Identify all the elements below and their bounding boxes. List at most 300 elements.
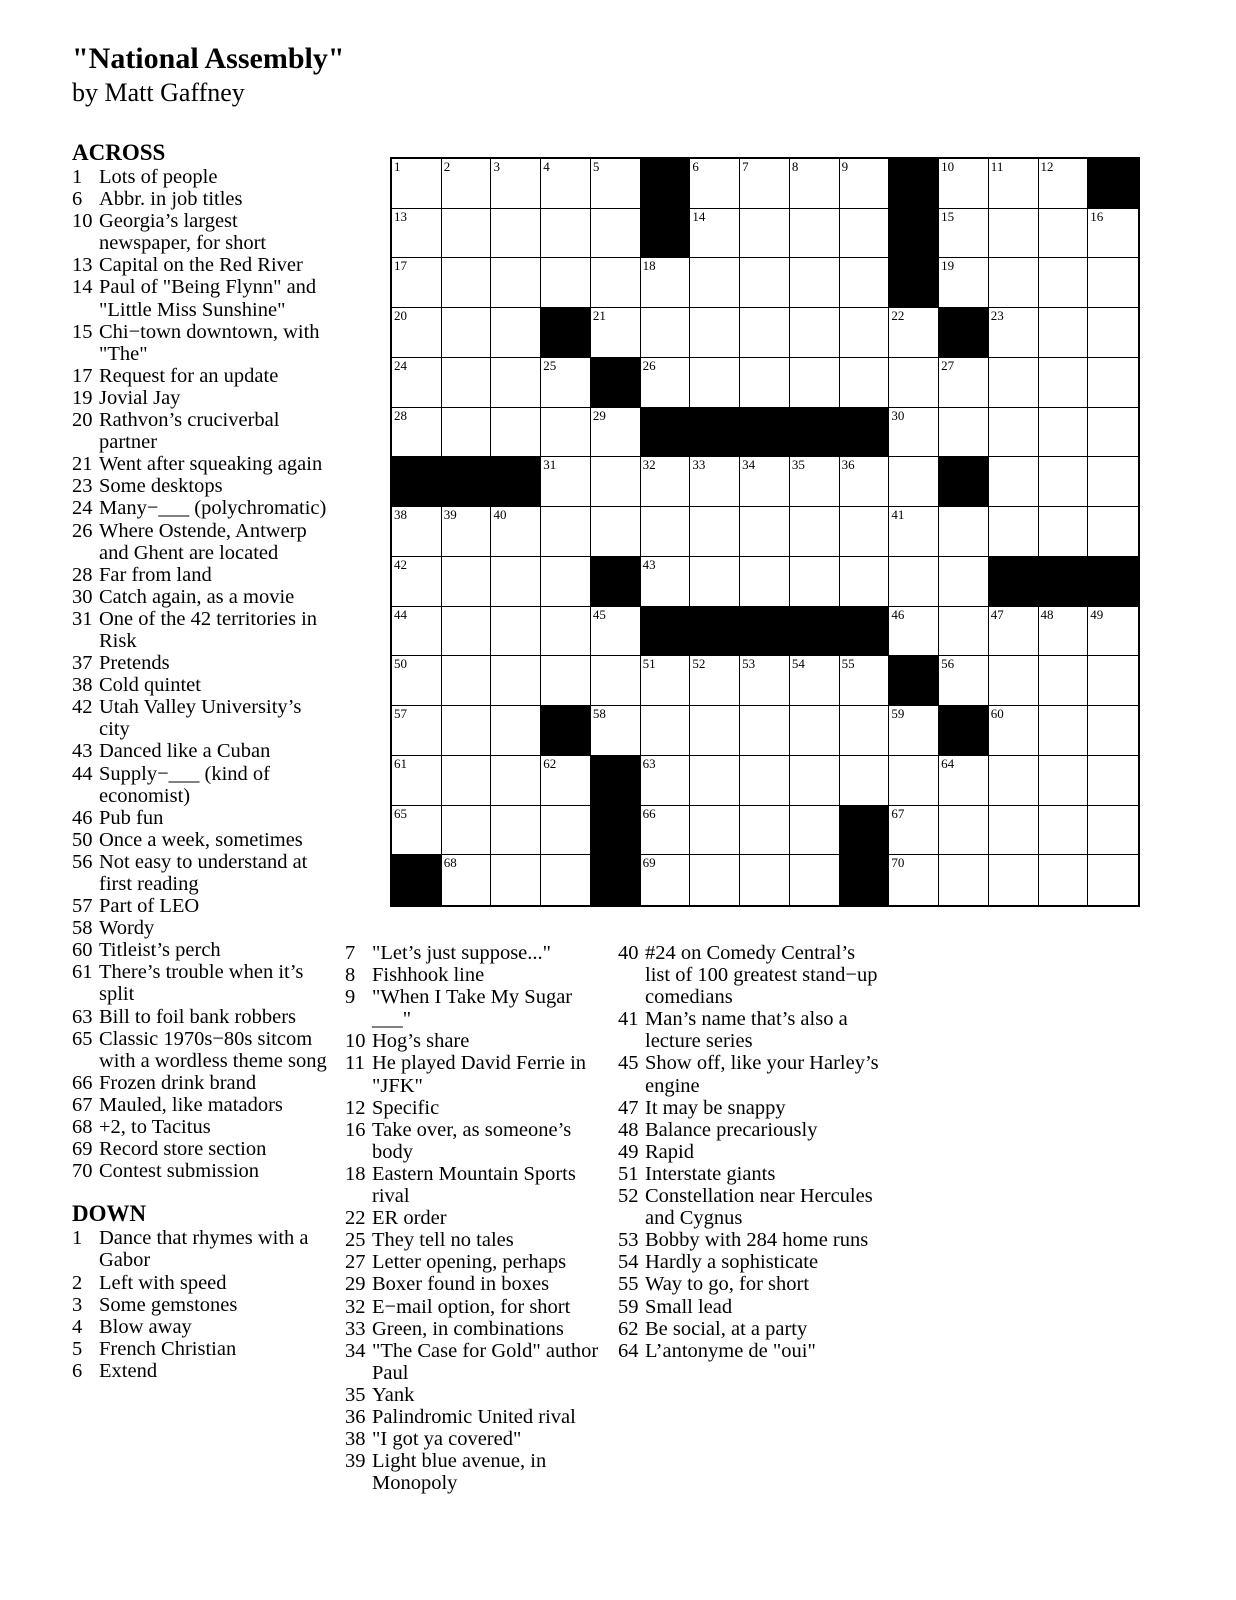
cell-number: 16 <box>1090 208 1104 224</box>
clue-number: 45 <box>618 1052 639 1075</box>
down-clue-4 <box>72 1316 334 1338</box>
grid-cell[interactable] <box>790 209 840 259</box>
grid-cell[interactable] <box>939 557 989 607</box>
grid-cell[interactable] <box>939 507 989 557</box>
grid-cell[interactable] <box>541 806 591 856</box>
grid-cell[interactable] <box>1039 308 1089 358</box>
cell-number: 67 <box>891 805 905 821</box>
grid-cell[interactable] <box>840 358 890 408</box>
grid-cell[interactable] <box>1088 607 1138 657</box>
grid-cell[interactable] <box>840 209 890 259</box>
grid-cell[interactable] <box>641 706 691 756</box>
grid-cell[interactable] <box>392 806 442 856</box>
black-square <box>690 607 740 657</box>
grid-cell[interactable] <box>740 806 790 856</box>
grid-cell[interactable] <box>690 656 740 706</box>
grid-cell[interactable] <box>939 607 989 657</box>
clue-text: Blow away <box>99 1315 192 1338</box>
grid-cell[interactable] <box>690 806 740 856</box>
grid-cell[interactable] <box>790 507 840 557</box>
grid-cell[interactable] <box>1039 706 1089 756</box>
grid-cell[interactable] <box>442 258 492 308</box>
grid-cell[interactable] <box>392 607 442 657</box>
grid-cell[interactable] <box>491 159 541 209</box>
cell-number: 41 <box>891 507 905 523</box>
grid-cell[interactable] <box>491 756 541 806</box>
grid-cell[interactable] <box>939 806 989 856</box>
grid-cell[interactable] <box>989 855 1039 905</box>
grid-cell[interactable] <box>541 507 591 557</box>
grid-cell[interactable] <box>392 159 442 209</box>
grid-cell[interactable] <box>1039 358 1089 408</box>
grid-cell[interactable] <box>889 706 939 756</box>
clue-number: 3 <box>72 1293 83 1316</box>
black-square <box>939 457 989 507</box>
black-square <box>840 408 890 458</box>
down-clue-6 <box>72 1360 334 1382</box>
down-clue-3 <box>72 1294 334 1316</box>
grid-cell[interactable] <box>641 258 691 308</box>
grid-cell[interactable] <box>889 358 939 408</box>
grid-cell[interactable] <box>591 209 641 259</box>
clue-text: Many−___ (polychromatic) <box>99 497 327 520</box>
grid-cell[interactable] <box>1039 756 1089 806</box>
clue-text: Palindromic United rival <box>372 1405 576 1428</box>
grid-cell[interactable] <box>641 806 691 856</box>
grid-cell[interactable] <box>442 706 492 756</box>
grid-cell[interactable] <box>690 258 740 308</box>
across-clue-31 <box>72 608 334 652</box>
grid-cell[interactable] <box>840 258 890 308</box>
clue-number: 10 <box>345 1030 366 1053</box>
grid-cell[interactable] <box>1088 756 1138 806</box>
across-clue-20 <box>72 409 334 453</box>
clue-text: Take over, as someone’s body <box>372 1118 572 1163</box>
grid-cell[interactable] <box>740 557 790 607</box>
grid-cell[interactable] <box>1039 507 1089 557</box>
down-clue-list-continued <box>618 942 880 1362</box>
black-square <box>889 258 939 308</box>
grid-cell[interactable] <box>392 358 442 408</box>
cell-number: 64 <box>941 755 955 771</box>
clue-text: Classic 1970s−80s sitcom with a wordless theme song <box>99 1027 327 1072</box>
grid-cell[interactable] <box>989 457 1039 507</box>
grid-cell[interactable] <box>939 656 989 706</box>
grid-cell[interactable] <box>1039 656 1089 706</box>
clue-number: 26 <box>72 519 93 542</box>
cell-number: 54 <box>791 656 805 672</box>
grid-cell[interactable] <box>740 209 790 259</box>
grid-cell[interactable] <box>889 806 939 856</box>
grid-cell[interactable] <box>392 557 442 607</box>
grid-cell[interactable] <box>740 756 790 806</box>
clue-number: 55 <box>618 1273 639 1296</box>
across-clue-37 <box>72 652 334 674</box>
grid-cell[interactable] <box>442 308 492 358</box>
grid-cell[interactable] <box>392 706 442 756</box>
cell-number: 5 <box>592 159 600 174</box>
down-clue-5 <box>72 1338 334 1360</box>
clue-number: 63 <box>72 1005 93 1028</box>
cell-number: 29 <box>592 407 606 423</box>
grid-cell[interactable] <box>989 159 1039 209</box>
grid-cell[interactable] <box>790 159 840 209</box>
grid-cell[interactable] <box>1088 308 1138 358</box>
grid-cell[interactable] <box>591 308 641 358</box>
clue-number: 27 <box>345 1251 366 1274</box>
grid-cell[interactable] <box>1039 457 1089 507</box>
black-square <box>392 457 442 507</box>
grid-cell[interactable] <box>690 159 740 209</box>
grid-cell[interactable] <box>840 308 890 358</box>
grid-cell[interactable] <box>541 258 591 308</box>
across-clue-21 <box>72 453 334 475</box>
grid-cell[interactable] <box>790 358 840 408</box>
grid-cell[interactable] <box>591 706 641 756</box>
clue-number: 53 <box>618 1229 639 1252</box>
grid-cell[interactable] <box>740 159 790 209</box>
grid-cell[interactable] <box>1088 855 1138 905</box>
black-square <box>889 159 939 209</box>
clue-number: 57 <box>72 895 93 918</box>
grid-cell[interactable] <box>690 308 740 358</box>
grid-cell[interactable] <box>939 358 989 408</box>
grid-cell[interactable] <box>591 258 641 308</box>
grid-cell[interactable] <box>889 855 939 905</box>
grid-cell[interactable] <box>1039 408 1089 458</box>
grid-cell[interactable] <box>1039 258 1089 308</box>
grid-cell[interactable] <box>1088 507 1138 557</box>
clue-text: Green, in combinations <box>372 1317 564 1340</box>
grid-cell[interactable] <box>939 408 989 458</box>
clue-number: 56 <box>72 850 93 873</box>
clue-text: Bill to foil bank robbers <box>99 1005 297 1028</box>
black-square <box>442 457 492 507</box>
across-clue-38 <box>72 674 334 696</box>
cell-number: 10 <box>941 159 955 174</box>
cell-number: 27 <box>941 357 955 373</box>
clue-number: 35 <box>345 1383 366 1406</box>
grid-cell[interactable] <box>790 756 840 806</box>
grid-cell[interactable] <box>690 557 740 607</box>
grid-cell[interactable] <box>641 557 691 607</box>
down-clue-25 <box>345 1229 607 1251</box>
cell-number: 11 <box>990 159 1004 174</box>
grid-cell[interactable] <box>541 656 591 706</box>
clue-text: Small lead <box>645 1295 733 1318</box>
clue-column-1 <box>72 139 334 1382</box>
grid-cell[interactable] <box>989 806 1039 856</box>
grid-cell[interactable] <box>889 507 939 557</box>
grid-cell[interactable] <box>491 656 541 706</box>
grid-cell[interactable] <box>591 408 641 458</box>
across-clue-63 <box>72 1006 334 1028</box>
down-clue-39 <box>345 1450 607 1494</box>
grid-cell[interactable] <box>939 209 989 259</box>
grid-cell[interactable] <box>740 358 790 408</box>
grid-cell[interactable] <box>790 308 840 358</box>
grid-cell[interactable] <box>442 557 492 607</box>
grid-cell[interactable] <box>1088 358 1138 408</box>
clue-number: 20 <box>72 409 93 432</box>
grid-cell[interactable] <box>889 308 939 358</box>
grid-cell[interactable] <box>1088 656 1138 706</box>
grid-cell[interactable] <box>541 408 591 458</box>
clue-number: 44 <box>72 762 93 785</box>
grid-cell[interactable] <box>939 756 989 806</box>
clue-text: Contest submission <box>99 1160 260 1183</box>
clue-number: 17 <box>72 364 93 387</box>
grid-cell[interactable] <box>491 607 541 657</box>
grid-cell[interactable] <box>740 507 790 557</box>
clue-number: 10 <box>72 210 93 233</box>
black-square <box>641 408 691 458</box>
grid-cell[interactable] <box>690 358 740 408</box>
grid-cell[interactable] <box>740 457 790 507</box>
grid-cell[interactable] <box>392 507 442 557</box>
clue-text: Mauled, like matadors <box>99 1093 283 1116</box>
grid-cell[interactable] <box>392 258 442 308</box>
grid-cell[interactable] <box>442 756 492 806</box>
grid-cell[interactable] <box>442 408 492 458</box>
down-clue-32 <box>345 1296 607 1318</box>
grid-cell[interactable] <box>790 706 840 756</box>
grid-cell[interactable] <box>392 756 442 806</box>
grid-cell[interactable] <box>591 656 641 706</box>
grid-cell[interactable] <box>491 358 541 408</box>
grid-cell[interactable] <box>1039 855 1089 905</box>
across-clue-14 <box>72 276 334 320</box>
clue-text: Record store section <box>99 1138 267 1161</box>
across-clue-69 <box>72 1138 334 1160</box>
grid-cell[interactable] <box>989 408 1039 458</box>
grid-cell[interactable] <box>989 656 1039 706</box>
cell-number: 57 <box>394 706 407 722</box>
grid-cell[interactable] <box>740 855 790 905</box>
grid-cell[interactable] <box>889 607 939 657</box>
grid-cell[interactable] <box>989 507 1039 557</box>
black-square <box>1039 557 1089 607</box>
grid-cell[interactable] <box>1039 159 1089 209</box>
clue-text: They tell no tales <box>372 1229 514 1252</box>
cell-number: 47 <box>990 606 1004 622</box>
grid-cell[interactable] <box>889 408 939 458</box>
grid-cell[interactable] <box>392 408 442 458</box>
grid-cell[interactable] <box>840 457 890 507</box>
grid-cell[interactable] <box>442 607 492 657</box>
cell-number: 17 <box>394 258 407 274</box>
grid-cell[interactable] <box>790 258 840 308</box>
clue-number: 1 <box>72 1227 83 1250</box>
grid-cell[interactable] <box>939 258 989 308</box>
grid-cell[interactable] <box>1088 806 1138 856</box>
clue-number: 60 <box>72 939 93 962</box>
grid-cell[interactable] <box>840 706 890 756</box>
grid-cell[interactable] <box>740 258 790 308</box>
grid-cell[interactable] <box>392 209 442 259</box>
down-clue-36 <box>345 1406 607 1428</box>
grid-cell[interactable] <box>641 358 691 408</box>
cell-number: 36 <box>841 457 855 473</box>
grid-cell[interactable] <box>989 308 1039 358</box>
grid-cell[interactable] <box>491 209 541 259</box>
grid-cell[interactable] <box>790 855 840 905</box>
clue-number: 14 <box>72 276 93 299</box>
grid-cell[interactable] <box>491 507 541 557</box>
grid-cell[interactable] <box>641 507 691 557</box>
grid-cell[interactable] <box>491 855 541 905</box>
across-clue-58 <box>72 917 334 939</box>
grid-cell[interactable] <box>740 308 790 358</box>
clue-text: Capital on the Red River <box>99 254 303 277</box>
grid-cell[interactable] <box>989 756 1039 806</box>
clue-text: Some desktops <box>99 475 223 498</box>
grid-cell[interactable] <box>889 756 939 806</box>
clue-text: Constellation near Hercules and Cygnus <box>645 1185 873 1230</box>
grid-cell[interactable] <box>442 358 492 408</box>
clue-number: 22 <box>345 1207 366 1230</box>
grid-cell[interactable] <box>641 656 691 706</box>
grid-cell[interactable] <box>541 457 591 507</box>
cell-number: 55 <box>841 656 855 672</box>
clue-text: Went after squeaking again <box>99 453 323 476</box>
grid-cell[interactable] <box>690 507 740 557</box>
black-square <box>591 756 641 806</box>
grid-cell[interactable] <box>541 557 591 607</box>
down-clue-41 <box>618 1008 880 1052</box>
cell-number: 33 <box>692 457 706 473</box>
clue-text: Letter opening, perhaps <box>372 1251 567 1274</box>
grid-cell[interactable] <box>442 855 492 905</box>
black-square <box>1088 557 1138 607</box>
grid-cell[interactable] <box>1088 209 1138 259</box>
clue-text: Pretends <box>99 652 170 675</box>
grid-cell[interactable] <box>690 756 740 806</box>
grid-cell[interactable] <box>541 756 591 806</box>
cell-number: 32 <box>642 457 656 473</box>
grid-cell[interactable] <box>442 507 492 557</box>
grid-cell[interactable] <box>442 806 492 856</box>
black-square <box>541 706 591 756</box>
grid-cell[interactable] <box>1088 706 1138 756</box>
grid-cell[interactable] <box>690 706 740 756</box>
clue-text: Eastern Mountain Sports rival <box>372 1162 576 1208</box>
cell-number: 48 <box>1040 606 1054 622</box>
grid-cell[interactable] <box>740 706 790 756</box>
grid-cell[interactable] <box>790 806 840 856</box>
grid-cell[interactable] <box>491 806 541 856</box>
clue-text: Part of LEO <box>99 895 200 918</box>
grid-cell[interactable] <box>641 756 691 806</box>
down-clue-11 <box>345 1052 607 1096</box>
black-square <box>591 855 641 905</box>
grid-cell[interactable] <box>442 209 492 259</box>
grid-cell[interactable] <box>690 457 740 507</box>
grid-cell[interactable] <box>541 159 591 209</box>
grid-cell[interactable] <box>1088 258 1138 308</box>
grid-cell[interactable] <box>989 209 1039 259</box>
grid-cell[interactable] <box>939 159 989 209</box>
grid-cell[interactable] <box>790 656 840 706</box>
cell-number: 13 <box>394 208 407 224</box>
clue-number: 51 <box>618 1162 639 1185</box>
grid-cell[interactable] <box>491 557 541 607</box>
clue-text: Paul of "Being Flynn" and "Little Miss Sunshine" <box>99 276 317 321</box>
grid-cell[interactable] <box>1088 457 1138 507</box>
grid-cell[interactable] <box>840 656 890 706</box>
grid-cell[interactable] <box>790 457 840 507</box>
grid-cell[interactable] <box>491 308 541 358</box>
clue-number: 64 <box>618 1339 639 1362</box>
clue-number: 66 <box>72 1071 93 1094</box>
across-clue-57 <box>72 895 334 917</box>
grid-cell[interactable] <box>989 358 1039 408</box>
grid-cell[interactable] <box>491 408 541 458</box>
grid-cell[interactable] <box>392 308 442 358</box>
grid-cell[interactable] <box>939 855 989 905</box>
cell-number: 3 <box>493 159 500 174</box>
grid-cell[interactable] <box>491 706 541 756</box>
down-clue-64 <box>618 1340 880 1362</box>
grid-cell[interactable] <box>591 457 641 507</box>
grid-cell[interactable] <box>641 855 691 905</box>
grid-cell[interactable] <box>989 706 1039 756</box>
grid-cell[interactable] <box>442 656 492 706</box>
grid-cell[interactable] <box>1039 806 1089 856</box>
grid-cell[interactable] <box>591 159 641 209</box>
grid-cell[interactable] <box>989 607 1039 657</box>
clue-number: 6 <box>72 1359 83 1382</box>
across-clue-70 <box>72 1160 334 1182</box>
grid-cell[interactable] <box>541 209 591 259</box>
grid-cell[interactable] <box>541 358 591 408</box>
grid-cell[interactable] <box>840 557 890 607</box>
across-clue-67 <box>72 1094 334 1116</box>
cell-number: 42 <box>394 556 407 572</box>
grid-cell[interactable] <box>1039 209 1089 259</box>
grid-cell[interactable] <box>790 557 840 607</box>
grid-cell[interactable] <box>591 507 641 557</box>
grid-cell[interactable] <box>690 855 740 905</box>
grid-cell[interactable] <box>889 457 939 507</box>
grid-cell[interactable] <box>1088 408 1138 458</box>
down-clue-54 <box>618 1251 880 1273</box>
clue-text: Utah Valley University’s city <box>99 696 302 741</box>
clue-number: 32 <box>345 1295 366 1318</box>
grid-cell[interactable] <box>442 159 492 209</box>
grid-cell[interactable] <box>690 209 740 259</box>
grid-cell[interactable] <box>1039 607 1089 657</box>
grid-cell[interactable] <box>840 159 890 209</box>
grid-cell[interactable] <box>641 308 691 358</box>
grid-cell[interactable] <box>740 656 790 706</box>
cell-number: 19 <box>941 258 955 274</box>
grid-cell[interactable] <box>840 507 890 557</box>
cell-number: 25 <box>543 357 557 373</box>
grid-cell[interactable] <box>591 607 641 657</box>
grid-cell[interactable] <box>541 855 591 905</box>
grid-cell[interactable] <box>989 258 1039 308</box>
grid-cell[interactable] <box>491 258 541 308</box>
grid-cell[interactable] <box>541 607 591 657</box>
cell-number: 49 <box>1090 606 1104 622</box>
grid-cell[interactable] <box>392 656 442 706</box>
grid-cell[interactable] <box>889 557 939 607</box>
black-square <box>591 557 641 607</box>
across-clue-23 <box>72 475 334 497</box>
grid-cell[interactable] <box>641 457 691 507</box>
grid-cell[interactable] <box>840 756 890 806</box>
